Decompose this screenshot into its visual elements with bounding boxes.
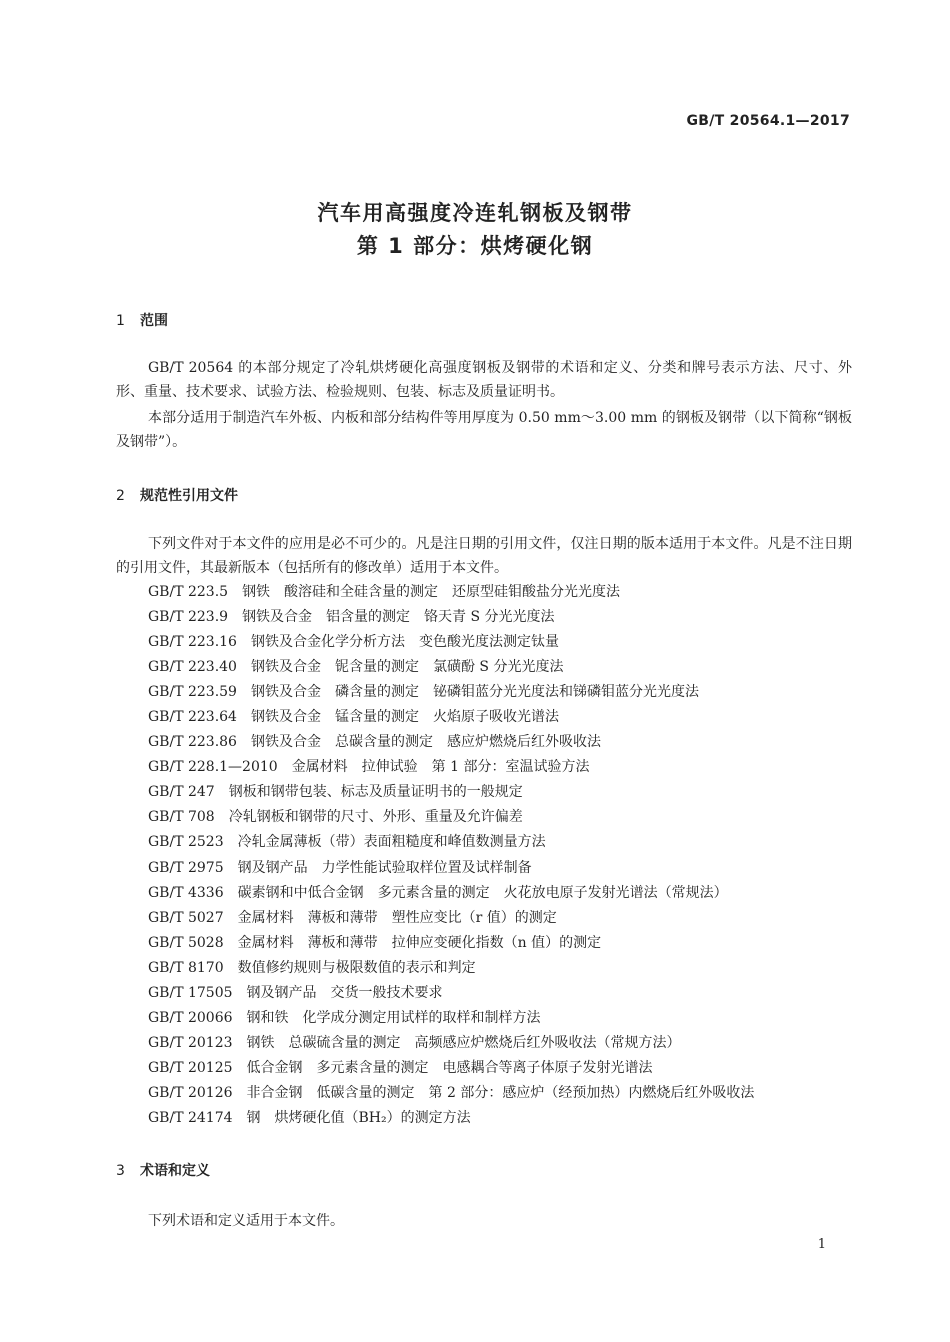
reference-title: 钢铁及合金 总碳含量的测定 感应炉燃烧后红外吸收法 (250, 734, 601, 751)
reference-title: 钢铁及合金 磷含量的测定 铋磷钼蓝分光光度法和锑磷钼蓝分光光度法 (250, 684, 699, 701)
reference-title: 钢铁及合金化学分析方法 变色酸光度法测定钛量 (250, 634, 559, 651)
section-number: 3 (116, 1163, 125, 1179)
reference-item (148, 705, 754, 730)
reference-item (148, 780, 754, 805)
reference-item (148, 730, 754, 755)
reference-item (148, 981, 754, 1006)
reference-code: GB/T 223.9 (148, 609, 229, 626)
reference-item (148, 655, 754, 680)
reference-title: 冷轧金属薄板（带）表面粗糙度和峰值数测量方法 (237, 834, 546, 851)
section-3-heading (116, 1160, 210, 1180)
reference-list (148, 580, 754, 1131)
reference-title: 钢 烘烤硬化值（BH₂）的测定方法 (246, 1109, 471, 1126)
reference-code: GB/T 20066 (148, 1009, 233, 1026)
reference-title: 冷轧钢板和钢带的尺寸、外形、重量及允许偏差 (228, 809, 523, 826)
reference-code: GB/T 4336 (148, 884, 224, 901)
reference-item (148, 605, 754, 630)
reference-code: GB/T 223.64 (148, 709, 237, 726)
reference-title: 金属材料 拉伸试验 第 1 部分：室温试验方法 (291, 759, 590, 776)
reference-code: GB/T 223.40 (148, 659, 237, 676)
reference-code: GB/T 20123 (148, 1034, 233, 1051)
reference-item (148, 1106, 754, 1131)
reference-item (148, 1031, 754, 1056)
scope-paragraph-2: 本部分适用于制造汽车外板、内板和部分结构件等用厚度为 0.50 mm～3.00 mm 的钢板及钢带（以下简称“钢板及钢带”）。 (116, 410, 852, 450)
reference-item (148, 1056, 754, 1081)
reference-code: GB/T 223.5 (148, 584, 229, 600)
reference-item (148, 906, 754, 931)
document-title: 汽车用高强度冷连轧钢板及钢带 (317, 201, 633, 225)
reference-code: GB/T 223.59 (148, 684, 237, 701)
references-intro: 下列文件对于本文件的应用是必不可少的。凡是注日期的引用文件，仅注日期的版本适用于本文件。凡是不注日期的引用文件，其最新版本（包括所有的修改单）适用于本文件。 (116, 536, 852, 576)
reference-title: 钢板和钢带包装、标志及质量证明书的一般规定 (228, 784, 523, 801)
reference-title: 钢铁及合金 锰含量的测定 火焰原子吸收光谱法 (250, 709, 559, 726)
reference-item (148, 680, 754, 705)
reference-title: 钢及钢产品 交货一般技术要求 (246, 984, 443, 1001)
reference-title: 金属材料 薄板和薄带 拉伸应变硬化指数（n 值）的测定 (237, 934, 602, 951)
reference-title: 低合金钢 多元素含量的测定 电感耦合等离子体原子发射光谱法 (246, 1059, 653, 1076)
section-1-heading (116, 310, 168, 330)
section-2-heading (116, 485, 238, 505)
page-number: 1 (817, 1237, 826, 1252)
reference-code: GB/T 17505 (148, 984, 233, 1001)
reference-item (148, 1006, 754, 1031)
reference-title: 钢及钢产品 力学性能试验取样位置及试样制备 (237, 859, 532, 876)
standard-code: GB/T 20564.1—2017 (686, 113, 850, 129)
section-title: 范围 (140, 313, 168, 329)
reference-item (148, 881, 754, 906)
reference-code: GB/T 708 (148, 809, 215, 826)
reference-title: 钢铁 酸溶硅和全硅含量的测定 还原型硅钼酸盐分光光度法 (242, 584, 621, 600)
reference-item (148, 931, 754, 956)
reference-title: 钢铁及合金 铌含量的测定 氯磺酚 S 分光光度法 (250, 659, 564, 676)
section-number: 2 (116, 488, 125, 504)
reference-item (148, 630, 754, 655)
section-title: 规范性引用文件 (140, 488, 238, 504)
reference-title: 数值修约规则与极限数值的表示和判定 (237, 959, 476, 976)
section-title: 术语和定义 (140, 1163, 210, 1179)
reference-item (148, 1081, 754, 1106)
scope-paragraph-1: GB/T 20564 的本部分规定了冷轧烘烤硬化高强度钢板及钢带的术语和定义、分类和牌号表示方法、尺寸、外形、重量、技术要求、试验方法、检验规则、包装、标志及质量证明书。 (116, 360, 852, 400)
reference-code: GB/T 5028 (148, 934, 224, 951)
reference-code: GB/T 5027 (148, 909, 224, 926)
reference-code: GB/T 247 (148, 784, 215, 801)
reference-item (148, 830, 754, 855)
reference-code: GB/T 24174 (148, 1109, 233, 1126)
reference-item (148, 580, 754, 605)
reference-code: GB/T 20125 (148, 1059, 233, 1076)
reference-title: 钢铁 总碳硫含量的测定 高频感应炉燃烧后红外吸收法（常规方法） (246, 1034, 681, 1051)
reference-title: 非合金钢 低碳含量的测定 第 2 部分：感应炉（经预加热）内燃烧后红外吸收法 (246, 1084, 755, 1101)
reference-code: GB/T 223.16 (148, 634, 237, 651)
reference-title: 钢和铁 化学成分测定用试样的取样和制样方法 (246, 1009, 541, 1026)
reference-item (148, 956, 754, 981)
reference-code: GB/T 223.86 (148, 734, 237, 751)
reference-code: GB/T 20126 (148, 1084, 233, 1101)
reference-title: 碳素钢和中低合金钢 多元素含量的测定 火花放电原子发射光谱法（常规法） (237, 884, 728, 901)
reference-code: GB/T 2523 (148, 834, 224, 851)
document-subtitle: 第 1 部分：烘烤硬化钢 (356, 234, 594, 258)
reference-item (148, 805, 754, 830)
reference-title: 金属材料 薄板和薄带 塑性应变比（r 值）的测定 (237, 909, 557, 926)
reference-item (148, 856, 754, 881)
reference-item (148, 755, 754, 780)
section-number: 1 (116, 313, 125, 329)
terms-intro: 下列术语和定义适用于本文件。 (148, 1213, 344, 1229)
reference-code: GB/T 2975 (148, 859, 224, 876)
reference-code: GB/T 228.1—2010 (148, 759, 278, 776)
reference-title: 钢铁及合金 铝含量的测定 铬天青 S 分光光度法 (242, 609, 555, 626)
reference-code: GB/T 8170 (148, 959, 224, 976)
